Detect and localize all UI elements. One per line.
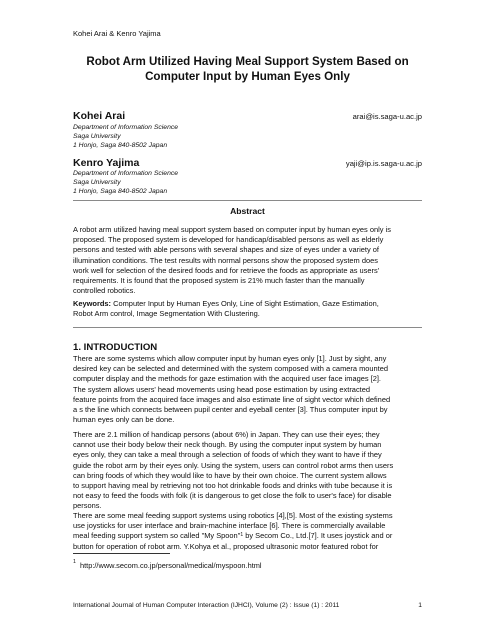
text-line [73, 531, 422, 541]
text-line: can bring foods of which they would like to have by their own choice. The current system allows [73, 470, 387, 480]
keywords-text: Computer Input by Human Eyes Only, Line of Sight Estimation, Gaze Estimation, [113, 299, 379, 308]
text-span: meal feeding support system so called "My Spoon" [73, 531, 241, 541]
keywords [73, 299, 422, 319]
text-line: button for operation of robot arm. Y.Kohya et al., proposed ultrasonic motor featured robot for [73, 541, 379, 551]
footnote-marker: 1 [240, 532, 244, 539]
text-line: There are 2.1 million of handicap persons (about 6%) in Japan. They can use their eyes; they [73, 430, 380, 439]
text-line: controlled robotics. [73, 286, 136, 296]
affiliation-line: Saga University [73, 133, 121, 141]
text-line: use joysticks for user interface and brain-machine interface [6]. There is commercially available [73, 521, 386, 531]
abstract-heading: Abstract [230, 206, 265, 216]
author-name: Kohei Arai [73, 110, 126, 122]
affiliation-line: 1 Honjo, Saga 840-8502 Japan [73, 142, 168, 150]
footnote [73, 561, 262, 570]
text-line: desired key can be selected and determined with the system composed with a camera mounted [73, 364, 389, 374]
affiliation-line: Department of Information Science [73, 124, 179, 131]
intro-paragraph-1 [73, 354, 422, 425]
text-line [73, 299, 422, 309]
affiliation-line: Department of Information Science [73, 170, 179, 177]
author-affiliation [73, 123, 178, 151]
author-email: yaji@ip.is.saga-u.ac.jp [345, 159, 422, 168]
text-line: illumination conditions. The test results with normal persons show the proposed system does [73, 255, 378, 265]
abstract-body [73, 225, 422, 296]
author-affiliation [73, 169, 178, 197]
affiliation-line: 1 Honjo, Saga 840-8502 Japan [73, 188, 168, 196]
title-line: Computer Input by Human Eyes Only [145, 70, 350, 83]
text-line: eyes only, they can take a meal through a selection of foods of which they want to have if they [73, 450, 382, 460]
page-number: 1 [418, 602, 422, 609]
text-line: guide the robot arm by their eyes only. Using the system, users can control robot arms then users [73, 460, 394, 470]
divider [73, 327, 422, 328]
text-line: a s the line which connects between pupil center and eyeball center [3]. Thus computer input by [73, 405, 388, 415]
text-line: There are some systems which allow computer input by human eyes only [1]. Just by sight, any [73, 354, 387, 363]
text-line: Robot Arm control, Image Segmentation With Clustering. [73, 309, 260, 319]
text-line: work well for selection of the desired foods and for retrieve the foods as appropriate as users' [73, 265, 380, 275]
section-heading: 1. INTRODUCTION [73, 342, 158, 353]
text-line: There are some meal feeding support systems using robotics [4],[5]. Most of the existing systems [73, 511, 393, 520]
running-head: Kohei Arai & Kenro Yajima [73, 29, 161, 38]
footnote-divider [73, 553, 170, 554]
footnote-mark: 1 [73, 559, 76, 565]
intro-paragraph-2 [73, 430, 422, 512]
author-name: Kenro Yajima [73, 157, 140, 169]
footnote-link[interactable]: http://www.secom.co.jp/personal/medical/myspoon.html [80, 561, 262, 570]
affiliation-line: Saga University [73, 179, 121, 187]
text-line: not easy to feed the foods with folk (it is dangerous to get close the folk to user's face) for disable [73, 491, 392, 501]
text-line: computer display and the methods for gaze estimation with the acquired user face images [2]. [73, 374, 381, 384]
paper-title [60, 54, 435, 84]
text-line: human eyes only can be done. [73, 415, 175, 425]
keywords-label: Keywords: [73, 299, 112, 308]
divider [73, 200, 422, 201]
text-line: cannot use their body below their neck though. By using the computer input system by human [73, 440, 382, 450]
text-line: The system allows users' head movements using head pose estimation by using extracted [73, 384, 371, 394]
author-email: arai@is.saga-u.ac.jp [352, 112, 422, 121]
text-line: to support having meal by retrieving not too hot drinkable foods and drinks with tube because it is [73, 481, 393, 491]
title-line: Robot Arm Utilized Having Meal Support System Based on [86, 55, 409, 68]
journal-footer: International Journal of Human Computer Interaction (IJHCI), Volume (2) : Issue (1) : 2011 [73, 602, 340, 609]
text-line: proposed. The proposed system is developed for handicap/disabled persons as well as elderly [73, 235, 384, 245]
intro-paragraph-3 [73, 511, 422, 552]
text-line: feature points from the acquired face images and also estimate line of sight vector which defined [73, 394, 391, 404]
text-line: requirements. It is found that the proposed system is 21% much faster than the manually [73, 276, 365, 286]
text-line: persons. [73, 501, 102, 511]
text-line: A robot arm utilized having meal support system based on computer input by human eyes only is [73, 225, 391, 234]
text-line: persons and tested with able persons with several shapes and size of eyes under a variety of [73, 245, 379, 255]
text-span: by Secom Co., Ltd.[7]. It uses joystick and or [243, 531, 393, 541]
